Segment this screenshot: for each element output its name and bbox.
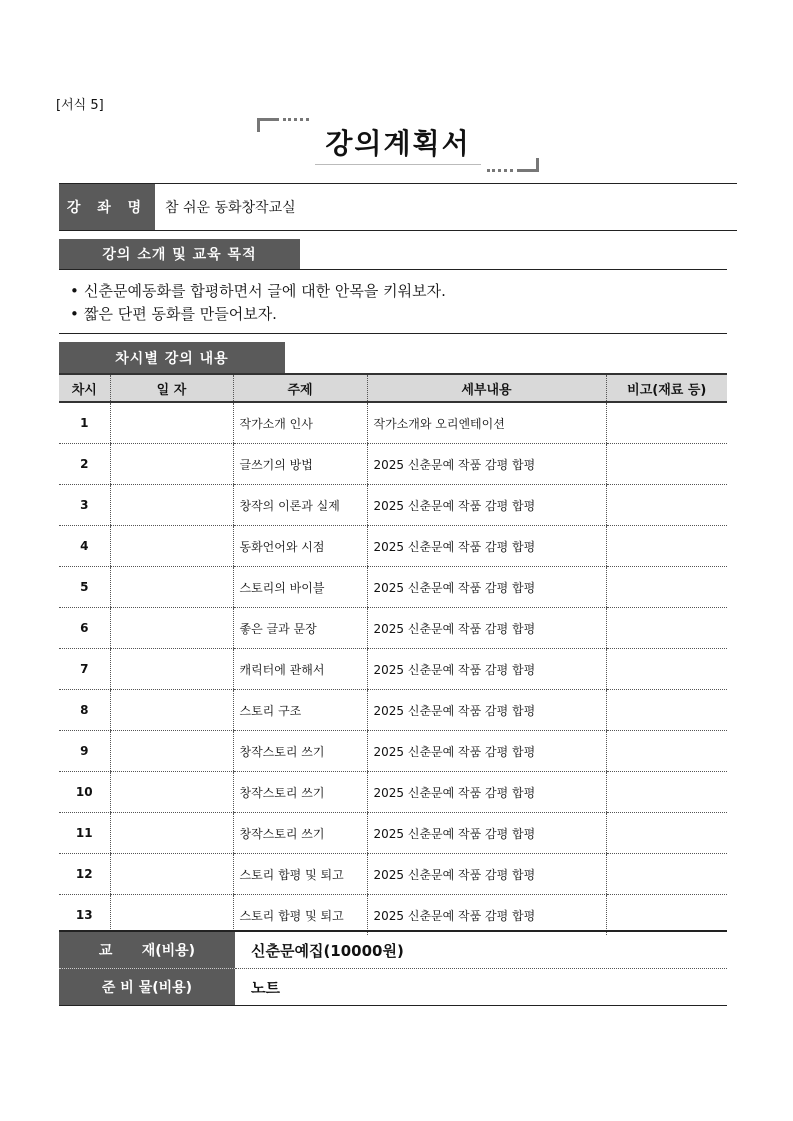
table-row <box>59 731 727 772</box>
textbook-value: 신춘문예집(10000원) <box>235 931 727 969</box>
session-number: 10 <box>59 772 110 813</box>
column-header: 일 자 <box>110 374 233 402</box>
session-topic: 글쓰기의 방법 <box>233 444 367 485</box>
session-note <box>606 444 727 485</box>
session-note <box>606 731 727 772</box>
corner-decoration <box>257 118 279 121</box>
table-row <box>59 854 727 895</box>
session-date <box>110 690 233 731</box>
corner-decoration <box>536 158 539 172</box>
session-date <box>110 895 233 936</box>
session-number: 5 <box>59 567 110 608</box>
session-topic: 창작스토리 쓰기 <box>233 772 367 813</box>
session-detail: 2025 신춘문예 작품 감평 합평 <box>367 485 606 526</box>
page-title: 강의계획서 <box>315 124 481 165</box>
corner-decoration <box>283 118 309 121</box>
table-row <box>59 567 727 608</box>
session-topic: 스토리 합평 및 퇴고 <box>233 895 367 936</box>
supplies-label: 준 비 물(비용) <box>59 969 235 1006</box>
intro-item-text: 신춘문예동화를 합평하면서 글에 대한 안목을 키워보자. <box>84 282 446 300</box>
table-header-row <box>59 374 727 402</box>
session-topic: 스토리의 바이블 <box>233 567 367 608</box>
table-row <box>59 402 727 444</box>
session-detail: 작가소개와 오리엔테이션 <box>367 402 606 444</box>
session-number: 4 <box>59 526 110 567</box>
session-note <box>606 854 727 895</box>
column-header: 세부내용 <box>367 374 606 402</box>
session-number: 7 <box>59 649 110 690</box>
divider <box>59 333 727 334</box>
session-number: 2 <box>59 444 110 485</box>
session-number: 9 <box>59 731 110 772</box>
table-row <box>59 690 727 731</box>
session-number: 13 <box>75 908 93 922</box>
session-topic: 창작스토리 쓰기 <box>233 731 367 772</box>
session-note <box>606 608 727 649</box>
table-row <box>59 895 727 936</box>
bullet-icon: • <box>70 282 79 300</box>
session-date <box>110 608 233 649</box>
table-row <box>59 649 727 690</box>
list-item <box>70 280 446 303</box>
bullet-icon: • <box>70 305 79 323</box>
session-number: 11 <box>59 813 110 854</box>
session-detail: 2025 신춘문예 작품 감평 합평 <box>367 444 606 485</box>
session-note <box>606 567 727 608</box>
schedule-table <box>59 373 727 935</box>
session-detail: 2025 신춘문예 작품 감평 합평 <box>367 649 606 690</box>
materials-table <box>59 930 727 1006</box>
session-note <box>606 813 727 854</box>
table-row <box>59 931 727 969</box>
session-topic: 동화언어와 시점 <box>233 526 367 567</box>
session-date <box>110 444 233 485</box>
session-detail: 2025 신춘문예 작품 감평 합평 <box>367 731 606 772</box>
session-topic: 창작의 이론과 실제 <box>233 485 367 526</box>
session-topic: 창작스토리 쓰기 <box>233 813 367 854</box>
session-note <box>606 649 727 690</box>
session-detail: 2025 신춘문예 작품 감평 합평 <box>367 895 606 936</box>
textbook-label: 교 재(비용) <box>59 931 235 969</box>
table-row <box>59 608 727 649</box>
session-number: 8 <box>59 690 110 731</box>
session-detail: 2025 신춘문예 작품 감평 합평 <box>367 854 606 895</box>
session-number: 1 <box>59 402 110 444</box>
supplies-value: 노트 <box>235 969 727 1006</box>
corner-decoration <box>257 118 260 132</box>
session-detail: 2025 신춘문예 작품 감평 합평 <box>367 608 606 649</box>
table-row <box>59 444 727 485</box>
session-topic: 스토리 합평 및 퇴고 <box>233 854 367 895</box>
session-note <box>606 895 727 936</box>
session-date <box>110 567 233 608</box>
title-box <box>257 118 539 172</box>
session-topic: 스토리 구조 <box>233 690 367 731</box>
table-row <box>59 772 727 813</box>
column-header: 비고(재료 등) <box>606 374 727 402</box>
session-number: 3 <box>59 485 110 526</box>
divider <box>59 269 727 270</box>
corner-decoration <box>487 169 513 172</box>
table-row <box>59 813 727 854</box>
course-name-row <box>59 183 737 231</box>
session-note <box>606 485 727 526</box>
column-header: 주제 <box>233 374 367 402</box>
session-detail: 2025 신춘문예 작품 감평 합평 <box>367 772 606 813</box>
intro-list <box>70 280 446 326</box>
session-topic: 좋은 글과 문장 <box>233 608 367 649</box>
session-detail: 2025 신춘문예 작품 감평 합평 <box>367 690 606 731</box>
session-number: 12 <box>59 854 110 895</box>
session-detail: 2025 신춘문예 작품 감평 합평 <box>367 567 606 608</box>
session-date <box>110 649 233 690</box>
session-date <box>110 772 233 813</box>
session-note <box>606 402 727 444</box>
table-row <box>59 969 727 1006</box>
session-note <box>606 690 727 731</box>
course-name-label: 강 좌 명 <box>59 184 155 230</box>
session-number: 6 <box>59 608 110 649</box>
session-topic: 작가소개 인사 <box>233 402 367 444</box>
intro-section-header: 강의 소개 및 교육 목적 <box>59 239 300 269</box>
schedule-section-header: 차시별 강의 내용 <box>59 342 285 373</box>
table-row <box>59 485 727 526</box>
form-number: [서식 5] <box>56 98 104 113</box>
table-row <box>59 526 727 567</box>
intro-item-text: 짧은 단편 동화를 만들어보자. <box>84 305 277 323</box>
list-item <box>70 303 446 326</box>
session-note <box>606 526 727 567</box>
session-detail: 2025 신춘문예 작품 감평 합평 <box>367 526 606 567</box>
course-name-value: 참 쉬운 동화창작교실 <box>165 200 296 216</box>
session-note <box>606 772 727 813</box>
session-date <box>110 526 233 567</box>
session-date <box>110 813 233 854</box>
session-topic: 캐릭터에 관해서 <box>233 649 367 690</box>
column-header: 차시 <box>59 374 110 402</box>
session-date <box>110 402 233 444</box>
session-date <box>110 731 233 772</box>
session-detail: 2025 신춘문예 작품 감평 합평 <box>367 813 606 854</box>
session-date <box>110 854 233 895</box>
session-date <box>110 485 233 526</box>
